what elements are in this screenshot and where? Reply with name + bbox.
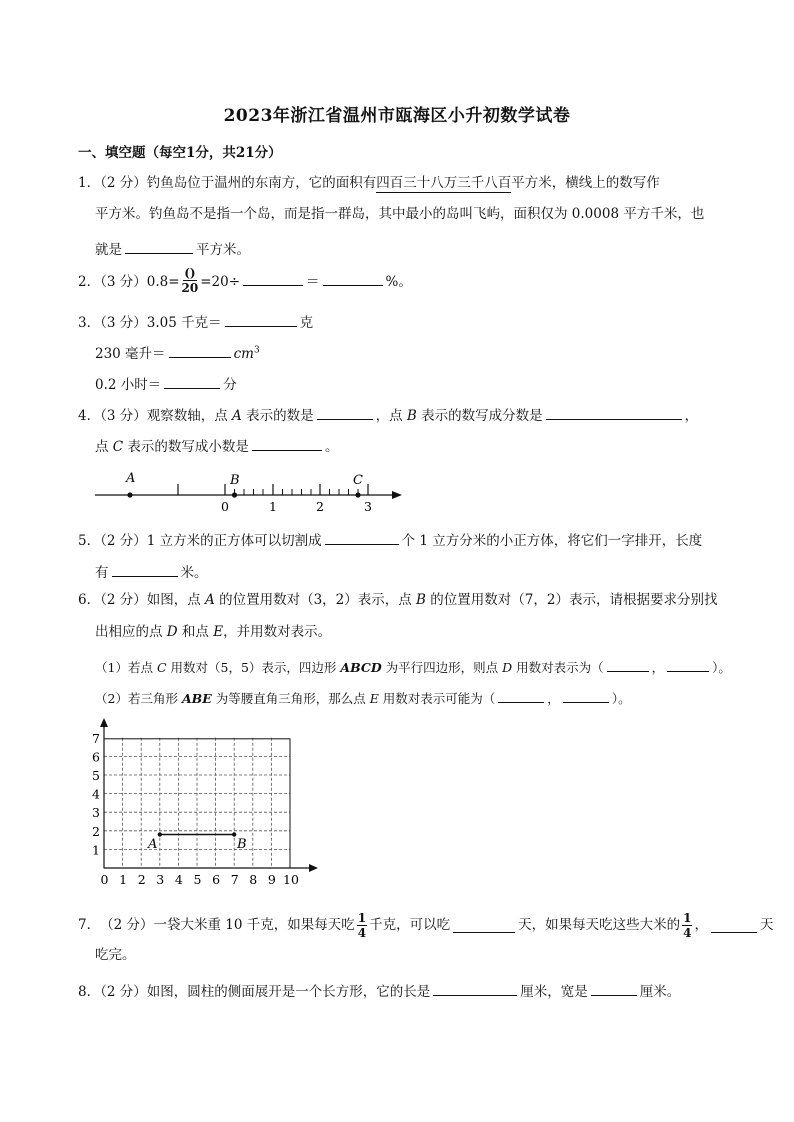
shape-label: ABE bbox=[181, 691, 212, 706]
tick-label-0: 0 bbox=[221, 499, 229, 514]
point-b-dot bbox=[232, 832, 236, 836]
y-tick-label: 4 bbox=[92, 786, 100, 802]
question-text: 0.8= bbox=[146, 274, 180, 290]
answer-blank[interactable] bbox=[563, 688, 609, 703]
point-b-label: B bbox=[237, 837, 247, 852]
fraction-denominator: 4 bbox=[683, 926, 692, 940]
question-text: ，点 bbox=[375, 408, 407, 424]
question-text: ）。 bbox=[712, 660, 731, 675]
question-3-line-2 bbox=[95, 343, 260, 362]
question-text: 有 bbox=[95, 565, 109, 581]
question-6-sub-2 bbox=[95, 688, 631, 706]
point-label: D bbox=[166, 624, 178, 640]
x-tick-label: 1 bbox=[119, 872, 128, 887]
unit-label: cm bbox=[233, 346, 254, 362]
question-text: 用数对表示可能为（ bbox=[378, 691, 496, 706]
question-2 bbox=[78, 266, 412, 296]
point-b-label: B bbox=[230, 473, 240, 488]
answer-blank[interactable] bbox=[169, 343, 231, 358]
fraction-numerator: () bbox=[184, 266, 196, 280]
question-text: 千克，可以吃 bbox=[369, 916, 451, 933]
unit-exponent: 3 bbox=[253, 345, 260, 356]
question-number: 2． bbox=[78, 274, 101, 290]
tick-label-2: 2 bbox=[316, 499, 324, 514]
question-text: 分 bbox=[223, 377, 237, 393]
fraction-denominator: 4 bbox=[357, 926, 367, 940]
question-text: =20÷ bbox=[200, 274, 241, 290]
x-tick-label: 2 bbox=[137, 872, 146, 887]
x-tick-label: 10 bbox=[283, 872, 299, 887]
answer-blank[interactable] bbox=[325, 530, 399, 545]
answer-blank[interactable] bbox=[667, 657, 709, 672]
y-tick-label: 2 bbox=[92, 823, 100, 839]
question-text: 和点 bbox=[177, 624, 214, 640]
question-text: 天 bbox=[759, 916, 774, 933]
fraction-numerator: 1 bbox=[357, 911, 367, 925]
question-text: ， bbox=[547, 691, 560, 706]
x-tick-label: 7 bbox=[230, 872, 239, 887]
tick-label-1: 1 bbox=[269, 499, 277, 514]
question-3-line-1 bbox=[78, 312, 313, 331]
question-1-line-2: 平方米。钓鱼岛不是指一个岛，而是指一群岛，其中最小的岛叫飞屿，面积仅为 0.0008 平方千米，也 bbox=[95, 206, 705, 222]
y-tick-label: 6 bbox=[92, 749, 100, 765]
question-points: （2 分） bbox=[100, 984, 147, 1000]
question-text: ， bbox=[651, 660, 665, 675]
answer-blank[interactable] bbox=[591, 981, 637, 996]
point-c-label: C bbox=[353, 473, 363, 488]
answer-blank[interactable] bbox=[711, 918, 757, 933]
answer-blank[interactable] bbox=[164, 374, 220, 389]
y-tick-label: 3 bbox=[92, 805, 100, 821]
question-7-line-2: 吃完。 bbox=[95, 947, 136, 963]
question-text: 0.2 小时＝ bbox=[95, 377, 162, 393]
question-text: 表示的数写成小数是 bbox=[123, 439, 249, 455]
question-text: ＝ bbox=[306, 274, 320, 290]
question-text: 1 立方米的正方体可以切割成 bbox=[146, 533, 322, 549]
question-6-line-1 bbox=[78, 594, 717, 608]
question-text: 表示的数是 bbox=[241, 408, 314, 424]
question-text: 平方米。 bbox=[196, 242, 250, 258]
question-6-line-2 bbox=[95, 626, 331, 640]
question-text: 钓鱼岛位于温州的东南方，它的面积有 bbox=[146, 175, 377, 191]
question-text: 如图，点 bbox=[146, 592, 206, 608]
answer-blank[interactable] bbox=[498, 688, 544, 703]
question-points: （2 分） bbox=[100, 592, 147, 608]
x-tick-label: 0 bbox=[100, 872, 109, 887]
question-number: 3． bbox=[78, 315, 101, 331]
y-axis-arrow bbox=[100, 718, 108, 727]
question-5-line-1 bbox=[78, 530, 702, 549]
number-line-figure bbox=[90, 468, 410, 516]
x-tick-label: 5 bbox=[193, 872, 202, 887]
question-number: 6． bbox=[78, 592, 101, 608]
question-text: 表示的数写成分数是 bbox=[416, 408, 543, 424]
question-text: ， bbox=[694, 916, 708, 933]
point-a-label: A bbox=[148, 837, 158, 852]
question-points: （2 分） bbox=[100, 916, 154, 933]
point-label: D bbox=[502, 660, 513, 675]
point-label: E bbox=[213, 624, 224, 640]
question-text: 为平行四边形，则点 bbox=[381, 660, 503, 675]
question-1-line-1 bbox=[78, 177, 660, 191]
question-text: 的位置用数对（7，2）表示，请根据要求分别找 bbox=[425, 592, 718, 608]
question-text: %。 bbox=[385, 274, 412, 290]
question-3-line-3 bbox=[95, 374, 237, 393]
grid-lines bbox=[104, 738, 290, 868]
question-text: 的位置用数对（3，2）表示，点 bbox=[214, 592, 417, 608]
question-text: ）。 bbox=[611, 691, 631, 706]
fraction-denominator: 20 bbox=[181, 281, 199, 295]
minor-ticks bbox=[235, 489, 359, 495]
question-points: （3 分） bbox=[100, 315, 147, 331]
answer-blank[interactable] bbox=[546, 405, 682, 420]
x-tick-label: 3 bbox=[156, 872, 165, 887]
answer-blank[interactable] bbox=[453, 918, 515, 933]
question-number: 1． bbox=[78, 175, 101, 191]
question-number: 5． bbox=[78, 533, 101, 549]
question-text: 出相应的点 bbox=[95, 624, 167, 640]
question-text: 观察数轴，点 bbox=[146, 408, 233, 424]
answer-blank[interactable] bbox=[317, 405, 373, 420]
question-text: 为等腰直角三角形，那么点 bbox=[211, 691, 370, 706]
x-tick-label: 6 bbox=[212, 872, 221, 887]
point-label: A bbox=[232, 408, 242, 424]
question-number: 8． bbox=[78, 984, 101, 1000]
question-4-line-2 bbox=[95, 436, 338, 455]
answer-blank[interactable] bbox=[252, 436, 322, 451]
coordinate-grid-figure bbox=[84, 718, 324, 890]
point-label: B bbox=[416, 592, 426, 608]
question-number: 4． bbox=[78, 408, 101, 424]
point-a-label: A bbox=[126, 471, 136, 486]
question-8 bbox=[78, 981, 680, 1000]
point-label: C bbox=[112, 439, 124, 455]
question-points: （2 分） bbox=[100, 175, 147, 191]
answer-blank[interactable] bbox=[112, 562, 178, 577]
question-points: （3 分） bbox=[100, 408, 147, 424]
point-c-dot bbox=[355, 492, 360, 497]
point-label: B bbox=[406, 408, 417, 424]
underlined-number-words: 四百三十八万三千八百 bbox=[376, 175, 512, 191]
question-6-sub-1 bbox=[95, 657, 731, 675]
x-tick-label: 4 bbox=[174, 872, 183, 887]
answer-blank[interactable] bbox=[323, 271, 383, 286]
point-a-dot bbox=[158, 832, 162, 836]
question-text: 米。 bbox=[180, 565, 208, 581]
answer-blank[interactable] bbox=[225, 312, 297, 327]
question-text: ，并用数对表示。 bbox=[223, 624, 332, 640]
point-label: C bbox=[156, 660, 167, 675]
fraction-one-quarter bbox=[682, 912, 692, 939]
question-points: （2 分） bbox=[100, 533, 147, 549]
question-text: 如图，圆柱的侧面展开是一个长方形，它的长是 bbox=[146, 984, 431, 1000]
question-points: （3 分） bbox=[100, 274, 147, 290]
answer-blank[interactable] bbox=[125, 239, 193, 254]
fraction-blank[interactable] bbox=[182, 267, 199, 294]
question-7-line-1 bbox=[78, 912, 773, 939]
page-title: 2023年浙江省温州市瓯海区小升初数学试卷 bbox=[223, 106, 571, 126]
fraction-one-quarter bbox=[357, 912, 367, 939]
question-text: 230 毫升＝ bbox=[95, 346, 166, 362]
axis-arrow bbox=[392, 491, 402, 499]
point-label: E bbox=[369, 691, 379, 706]
question-text: 一袋大米重 10 千克，如果每天吃 bbox=[153, 916, 355, 933]
answer-blank[interactable] bbox=[433, 981, 517, 996]
question-text: 。 bbox=[324, 439, 339, 455]
question-text: 个 1 立方分米的小正方体，将它们一字排开，长度 bbox=[401, 533, 703, 549]
question-text: 天，如果每天吃这些大米的 bbox=[518, 916, 681, 933]
question-text: 厘米。 bbox=[639, 984, 681, 1000]
question-text: 厘米，宽是 bbox=[520, 984, 588, 1000]
question-text: 就是 bbox=[95, 242, 122, 258]
question-1-line-3 bbox=[95, 239, 250, 258]
question-text: 用数对（5，5）表示，四边形 bbox=[166, 660, 341, 675]
y-tick-label: 7 bbox=[92, 730, 100, 746]
question-text: 3.05 千克＝ bbox=[146, 315, 222, 331]
point-b-dot bbox=[232, 492, 237, 497]
question-4-line-1 bbox=[78, 405, 698, 424]
question-text: 平方米，横线上的数写作 bbox=[511, 175, 660, 191]
question-text: 克 bbox=[299, 315, 314, 331]
y-axis-labels bbox=[92, 731, 100, 858]
fraction-numerator: 1 bbox=[683, 911, 692, 925]
y-tick-label: 5 bbox=[92, 768, 100, 783]
point-a-dot bbox=[127, 492, 132, 497]
point-label: A bbox=[205, 592, 215, 608]
answer-blank[interactable] bbox=[243, 271, 303, 286]
question-number: 7． bbox=[78, 916, 101, 933]
tick-label-3: 3 bbox=[364, 499, 372, 514]
y-tick-label: 1 bbox=[92, 842, 100, 858]
x-tick-label: 8 bbox=[249, 872, 258, 887]
answer-blank[interactable] bbox=[607, 657, 649, 672]
x-axis-labels bbox=[101, 872, 299, 887]
question-5-line-2 bbox=[95, 562, 208, 581]
x-tick-label: 9 bbox=[267, 872, 276, 887]
question-text: 用数对表示为（ bbox=[512, 660, 604, 675]
question-text: （1）若点 bbox=[95, 660, 157, 675]
section-heading: 一、填空题（每空1分，共21分） bbox=[78, 145, 282, 161]
question-text: （2）若三角形 bbox=[95, 691, 182, 706]
shape-label: ABCD bbox=[340, 660, 382, 675]
question-text: ， bbox=[684, 408, 699, 424]
question-text: 点 bbox=[95, 439, 113, 455]
x-axis-arrow bbox=[309, 864, 318, 872]
